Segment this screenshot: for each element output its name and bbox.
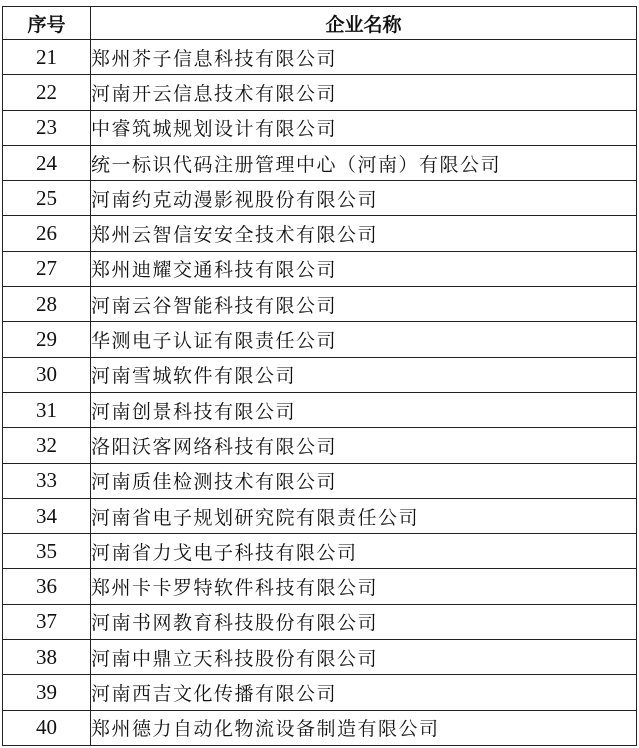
row-company-name: 河南省电子规划研究院有限责任公司 — [91, 498, 637, 533]
table-row — [3, 287, 637, 322]
row-serial-number: 21 — [3, 40, 91, 75]
row-serial-number: 40 — [3, 710, 91, 745]
table-row — [3, 640, 637, 675]
row-company-name: 河南书网教育科技股份有限公司 — [91, 604, 637, 639]
row-serial-number: 39 — [3, 675, 91, 710]
table-row — [3, 40, 637, 75]
table-row — [3, 357, 637, 392]
table-row — [3, 710, 637, 745]
row-company-name: 河南省力戈电子科技有限公司 — [91, 534, 637, 569]
row-company-name: 郑州德力自动化物流设备制造有限公司 — [91, 710, 637, 745]
row-serial-number: 25 — [3, 181, 91, 216]
row-serial-number: 23 — [3, 110, 91, 145]
row-serial-number: 36 — [3, 569, 91, 604]
row-serial-number: 28 — [3, 287, 91, 322]
row-company-name: 河南西吉文化传播有限公司 — [91, 675, 637, 710]
row-company-name: 华测电子认证有限责任公司 — [91, 322, 637, 357]
row-company-name: 河南开云信息技术有限公司 — [91, 75, 637, 110]
table-row — [3, 75, 637, 110]
table-body — [3, 40, 637, 746]
table-row — [3, 181, 637, 216]
header-row — [3, 7, 637, 40]
row-company-name: 郑州云智信安安全技术有限公司 — [91, 216, 637, 251]
table-row — [3, 145, 637, 180]
row-company-name: 河南质佳检测技术有限公司 — [91, 463, 637, 498]
row-company-name: 河南中鼎立天科技股份有限公司 — [91, 640, 637, 675]
row-serial-number: 34 — [3, 498, 91, 533]
table-row — [3, 322, 637, 357]
table-header — [3, 7, 637, 40]
table-row — [3, 534, 637, 569]
table-row — [3, 392, 637, 427]
row-company-name: 河南雪城软件有限公司 — [91, 357, 637, 392]
table-row — [3, 569, 637, 604]
row-serial-number: 38 — [3, 640, 91, 675]
row-serial-number: 26 — [3, 216, 91, 251]
row-serial-number: 35 — [3, 534, 91, 569]
row-company-name: 河南约克动漫影视股份有限公司 — [91, 181, 637, 216]
header-serial-number: 序号 — [3, 7, 91, 40]
row-company-name: 洛阳沃客网络科技有限公司 — [91, 428, 637, 463]
row-serial-number: 30 — [3, 357, 91, 392]
table-row — [3, 110, 637, 145]
row-serial-number: 37 — [3, 604, 91, 639]
row-company-name: 郑州芥子信息科技有限公司 — [91, 40, 637, 75]
table-row — [3, 463, 637, 498]
row-company-name: 统一标识代码注册管理中心（河南）有限公司 — [91, 145, 637, 180]
row-company-name: 郑州卡卡罗特软件科技有限公司 — [91, 569, 637, 604]
row-company-name: 河南云谷智能科技有限公司 — [91, 287, 637, 322]
row-serial-number: 27 — [3, 251, 91, 286]
row-company-name: 郑州迪耀交通科技有限公司 — [91, 251, 637, 286]
row-company-name: 河南创景科技有限公司 — [91, 392, 637, 427]
header-company-name: 企业名称 — [91, 7, 637, 40]
table-row — [3, 251, 637, 286]
table-row — [3, 604, 637, 639]
table-row — [3, 675, 637, 710]
row-serial-number: 33 — [3, 463, 91, 498]
row-company-name: 中睿筑城规划设计有限公司 — [91, 110, 637, 145]
table-row — [3, 428, 637, 463]
row-serial-number: 32 — [3, 428, 91, 463]
row-serial-number: 24 — [3, 145, 91, 180]
table-row — [3, 216, 637, 251]
row-serial-number: 22 — [3, 75, 91, 110]
row-serial-number: 29 — [3, 322, 91, 357]
company-table — [2, 6, 637, 746]
table-row — [3, 498, 637, 533]
row-serial-number: 31 — [3, 392, 91, 427]
